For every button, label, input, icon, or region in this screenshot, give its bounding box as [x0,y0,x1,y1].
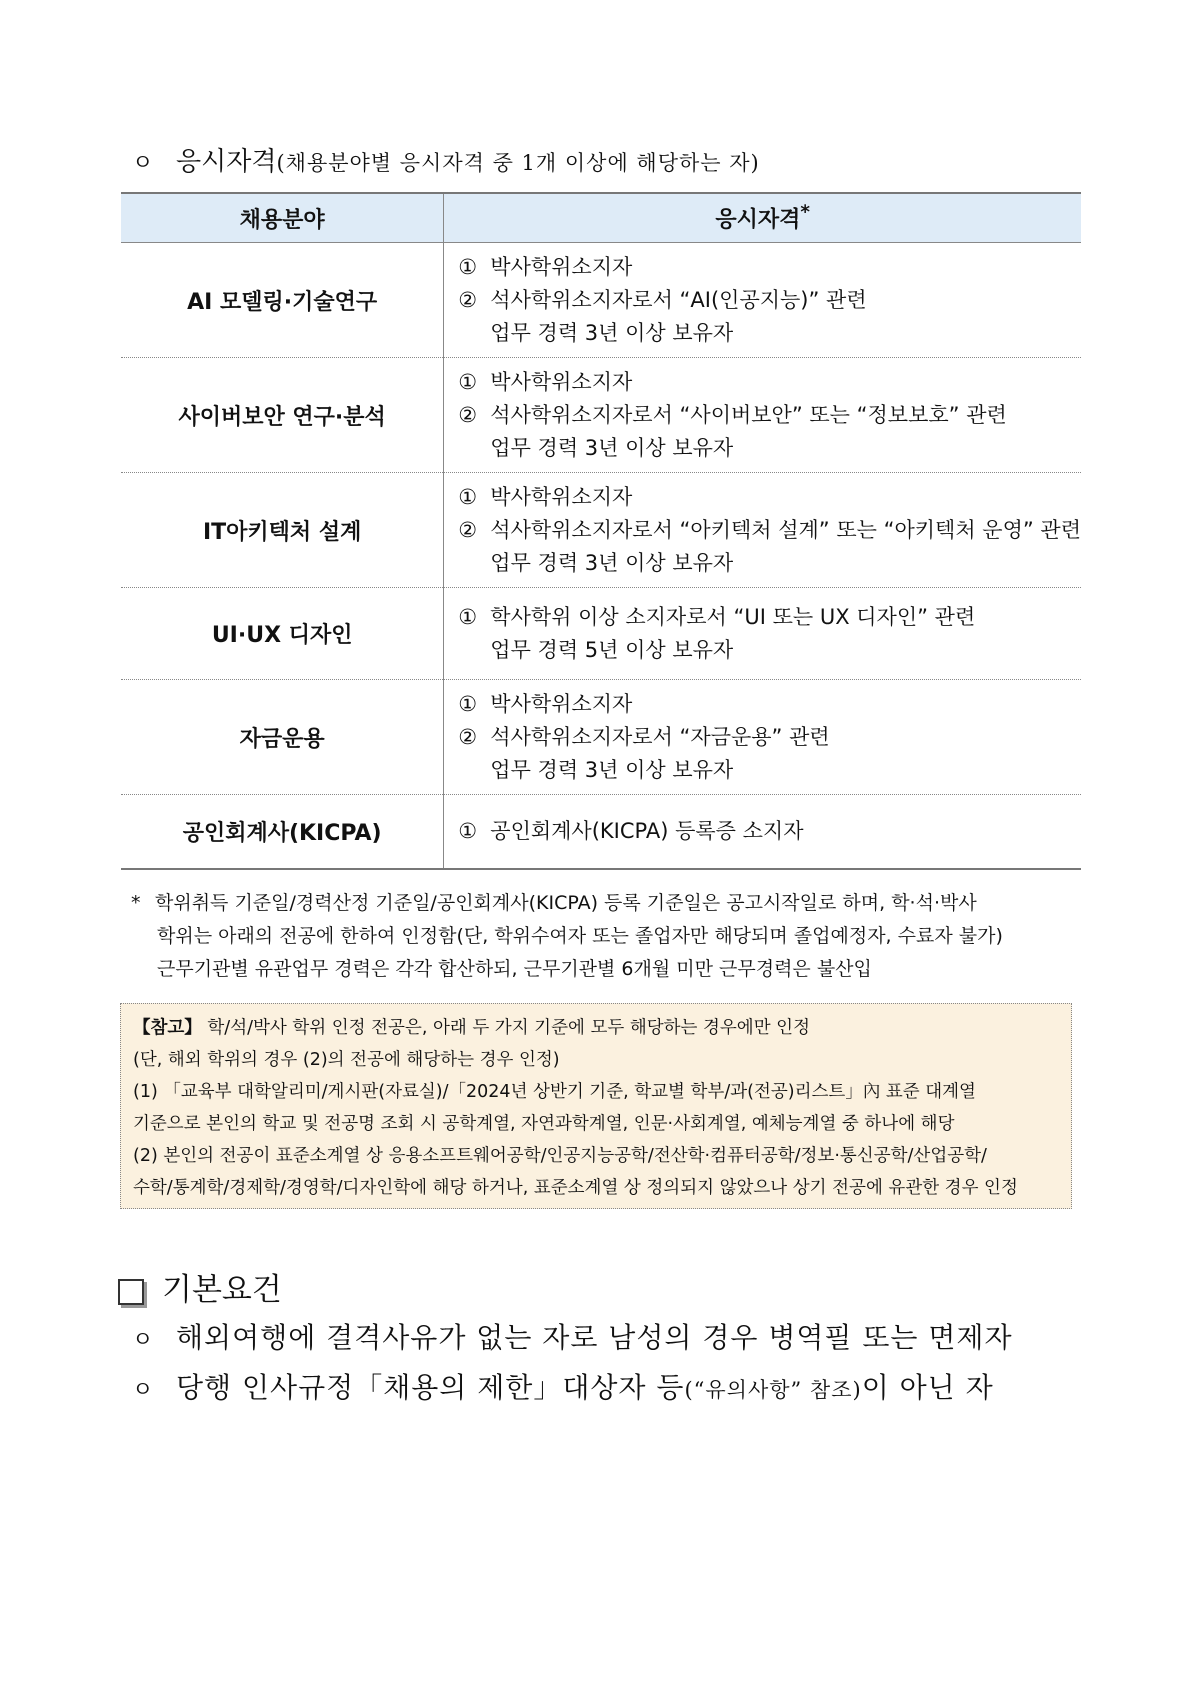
requirement-line [458,634,1081,667]
qualification-heading [132,141,760,178]
footnote-text-2: 학위는 아래의 전공에 한하여 인정함(단, 학위수여자 또는 졸업자만 해당되며 졸업예정자, 수료자 불가) [157,925,1003,947]
requirement-line [458,317,1081,350]
requirement-number: ① [458,484,478,509]
basic-item-2 [132,1366,994,1406]
table-row [121,243,1081,358]
requirement-number: ② [458,287,478,312]
field-cell: UI·UX 디자인 [121,588,444,680]
basic-item-2-end: 이 아닌 자 [861,1371,994,1404]
header-qualification-label: 응시자격 [715,207,801,233]
requirement-line [458,251,1081,284]
field-cell: 공인회계사(KICPA) [121,795,444,869]
requirement-line [458,481,1081,514]
table-row [121,473,1081,588]
requirement-number [458,317,490,350]
table-header-row [121,193,1081,243]
requirement-cell [444,358,1081,473]
requirement-number: ② [458,517,478,542]
requirement-line [458,721,1081,754]
footnote-text-1: 학위취득 기준일/경력산정 기준일/공인회계사(KICPA) 등록 기준일은 공고시작일로 하며, 학·석·박사 [155,892,977,914]
bullet-icon: ㅇ [132,1328,155,1353]
checkbox-icon [118,1279,144,1305]
requirement-text: 석사학위소지자로서 “자금운용” 관련 [490,724,830,749]
requirement-text: 업무 경력 5년 이상 보유자 [490,637,734,662]
basic-item-2-text: 당행 인사규정「채용의 제한」대상자 등 [176,1371,685,1404]
requirement-text: 업무 경력 3년 이상 보유자 [490,550,734,575]
requirement-text: 업무 경력 3년 이상 보유자 [490,757,734,782]
requirement-line [458,815,1081,848]
requirement-line [458,688,1081,721]
table-row [121,795,1081,869]
requirement-number: ① [458,818,478,843]
reference-line-4: 기준으로 본인의 학교 및 전공명 조회 시 공학계열, 자연과학계열, 인문·사회계열, 예체능계열 중 하나에 해당 [133,1114,955,1134]
requirement-line [458,601,1081,634]
requirement-text: 박사학위소지자 [490,254,633,279]
bullet-icon: ㅇ [132,151,154,176]
field-cell: 자금운용 [121,680,444,795]
header-qualification [444,193,1081,243]
basic-item-1 [132,1316,1013,1356]
basic-item-2-note: (“유의사항” 참조) [684,1378,862,1402]
requirement-line [458,432,1081,465]
requirement-text: 석사학위소지자로서 “아키텍처 설계” 또는 “아키텍처 운영” 관련 [490,517,1081,542]
requirement-number [458,547,490,580]
requirement-line [458,754,1081,787]
footnote-line [131,887,1091,920]
field-cell: IT아키텍처 설계 [121,473,444,588]
requirement-line [458,547,1081,580]
field-cell: AI 모델링·기술연구 [121,243,444,358]
field-cell: 사이버보안 연구·분석 [121,358,444,473]
reference-text-1: 학/석/박사 학위 인정 전공은, 아래 두 가지 기준에 모두 해당하는 경우에만 인정 [207,1018,810,1038]
table-row [121,680,1081,795]
requirement-cell [444,588,1081,680]
requirement-line [458,514,1081,547]
table-row [121,588,1081,680]
requirement-number [458,432,490,465]
requirement-text: 박사학위소지자 [490,369,633,394]
reference-line-3: (1) 「교육부 대학알리미/게시판(자료실)/「2024년 상반기 기준, 학교별 학부/과(전공)리스트」內 표준 대계열 [133,1082,976,1102]
requirement-line [458,284,1081,317]
reference-line-2: (단, 해외 학위의 경우 (2)의 전공에 해당하는 경우 인정) [133,1050,560,1070]
requirement-text: 공인회계사(KICPA) 등록증 소지자 [490,818,804,843]
reference-line-6: 수학/통계학/경제학/경영학/디자인학에 해당 하거나, 표준소계열 상 정의되지 않았으나 상기 전공에 유관한 경우 인정 [133,1178,1018,1198]
requirement-text: 업무 경력 3년 이상 보유자 [490,435,734,460]
requirement-text: 학사학위 이상 소지자로서 “UI 또는 UX 디자인” 관련 [490,604,976,629]
qualification-subtitle: (채용분야별 응시자격 중 1개 이상에 해당하는 자) [276,151,760,175]
footnote-text-3: 근무기관별 유관업무 경력은 각각 합산하되, 근무기관별 6개월 미만 근무경력은 불산입 [157,958,872,980]
bullet-icon: ㅇ [132,1378,155,1403]
basic-item-1-text: 해외여행에 결격사유가 없는 자로 남성의 경우 병역필 또는 면제자 [176,1321,1013,1354]
requirement-text: 박사학위소지자 [490,484,633,509]
requirement-number: ② [458,402,478,427]
requirement-text: 석사학위소지자로서 “사이버보안” 또는 “정보보호” 관련 [490,402,1007,427]
qualification-table [121,192,1081,870]
table-row [121,358,1081,473]
requirement-number [458,634,490,667]
requirement-cell [444,795,1081,869]
basic-title: 기본요건 [162,1272,282,1308]
requirement-line [458,399,1081,432]
reference-line-5: (2) 본인의 전공이 표준소계열 상 응용소프트웨어공학/인공지능공학/전산학·컴퓨터공학/정보·통신공학/산업공학/ [133,1146,987,1166]
header-qualification-mark: * [800,202,810,224]
footnote-star: * [131,892,141,914]
requirement-text: 석사학위소지자로서 “AI(인공지능)” 관련 [490,287,867,312]
header-field: 채용분야 [121,193,444,243]
requirement-cell [444,680,1081,795]
footnote [131,887,1091,986]
requirement-number: ① [458,604,478,629]
requirement-line [458,366,1081,399]
requirement-number: ① [458,254,478,279]
basic-requirements-heading [118,1264,282,1309]
requirement-text: 박사학위소지자 [490,691,633,716]
requirement-number [458,754,490,787]
requirement-text: 업무 경력 3년 이상 보유자 [490,320,734,345]
requirement-number: ① [458,691,478,716]
requirement-number: ① [458,369,478,394]
requirement-cell [444,473,1081,588]
table-body [121,243,1081,869]
reference-line-1 [133,1012,1061,1044]
reference-tag: 【참고】 [133,1018,202,1038]
reference-box [120,1003,1072,1209]
requirement-number: ② [458,724,478,749]
qualification-title: 응시자격 [176,147,277,177]
requirement-cell [444,243,1081,358]
